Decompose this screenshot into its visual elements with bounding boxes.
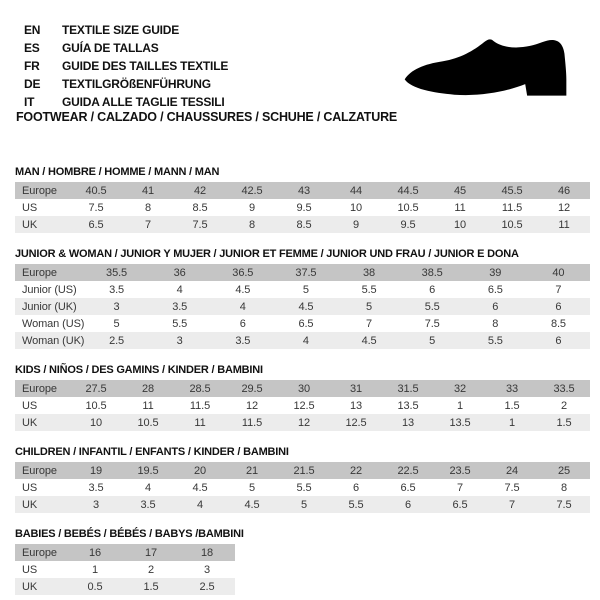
size-value: 7.5: [192, 218, 208, 231]
table-row: [15, 561, 235, 578]
size-value: 10: [89, 416, 103, 429]
size-table: [15, 264, 590, 349]
size-value: 36: [173, 266, 186, 279]
size-value: 1: [456, 399, 464, 412]
size-value: 19.5: [137, 464, 159, 477]
size-table: [15, 380, 590, 431]
language-row-de: [24, 75, 228, 93]
size-value: 40: [552, 266, 565, 279]
size-value: 12.5: [293, 399, 315, 412]
size-value: 11: [194, 416, 206, 429]
size-section: [15, 528, 590, 595]
size-value: 43: [297, 184, 311, 197]
language-label: GUÍA DE TALLAS: [62, 41, 159, 55]
size-value: 17: [144, 546, 158, 559]
row-label: UK: [22, 498, 38, 511]
size-value: 4: [196, 498, 204, 511]
size-value: 4: [176, 283, 183, 296]
section-title: JUNIOR & WOMAN / JUNIOR Y MUJER / JUNIOR ET FEMME / JUNIOR UND FRAU / JUNIOR E DONA: [15, 248, 519, 260]
table-row: [15, 544, 235, 561]
language-code: DE: [24, 77, 41, 91]
section-title: KIDS / NIÑOS / DES GAMINS / KINDER / BAMBINI: [15, 364, 263, 376]
size-value: 2: [147, 563, 155, 576]
row-label: Europe: [22, 184, 57, 197]
table-row: [15, 496, 590, 513]
size-value: 8.5: [192, 201, 208, 214]
size-value: 32: [453, 382, 467, 395]
section-title: MAN / HOMBRE / HOMME / MANN / MAN: [15, 166, 220, 178]
size-value: 3: [176, 334, 183, 347]
row-label: US: [22, 399, 38, 412]
size-value: 5.5: [296, 481, 312, 494]
size-value: 6.5: [400, 481, 416, 494]
size-value: 28: [141, 382, 155, 395]
table-row: [15, 578, 235, 595]
size-value: 2.5: [109, 334, 125, 347]
language-row-es: [24, 39, 228, 57]
size-value: 6: [555, 334, 562, 347]
size-value: 44.5: [397, 184, 419, 197]
language-label: GUIDE DES TAILLES TEXTILE: [62, 59, 229, 73]
size-value: 41: [141, 184, 155, 197]
size-value: 3.5: [88, 481, 104, 494]
table-row: [15, 182, 590, 199]
size-value: 7: [366, 317, 373, 330]
size-value: 35.5: [106, 266, 128, 279]
table-row: [15, 281, 590, 298]
size-value: 39: [489, 266, 502, 279]
size-value: 9: [352, 218, 360, 231]
size-value: 10: [349, 201, 363, 214]
size-value: 4.5: [235, 283, 251, 296]
size-value: 7.5: [424, 317, 440, 330]
size-value: 4: [144, 481, 152, 494]
size-value: 36.5: [232, 266, 254, 279]
size-value: 6: [429, 283, 436, 296]
size-value: 33.5: [553, 382, 575, 395]
size-value: 24: [505, 464, 519, 477]
size-tables: [15, 166, 590, 595]
size-value: 13: [401, 416, 415, 429]
table-row: [15, 479, 590, 496]
table-row: [15, 315, 590, 332]
size-value: 5: [300, 498, 308, 511]
row-label: UK: [22, 218, 38, 231]
size-table: [15, 182, 590, 233]
size-value: 27.5: [85, 382, 107, 395]
size-value: 21.5: [293, 464, 315, 477]
size-value: 19: [89, 464, 103, 477]
size-value: 23.5: [449, 464, 471, 477]
row-label: US: [22, 481, 38, 494]
size-value: 20: [193, 464, 207, 477]
size-table: [15, 462, 590, 513]
size-value: 11.5: [189, 399, 211, 412]
size-value: 45: [453, 184, 467, 197]
language-row-en: [24, 21, 228, 39]
size-value: 2.5: [199, 580, 215, 593]
size-value: 31.5: [397, 382, 419, 395]
row-label: Junior (UK): [22, 300, 77, 313]
table-row: [15, 199, 590, 216]
size-value: 9: [248, 201, 256, 214]
size-value: 7: [555, 283, 562, 296]
size-value: 11: [454, 201, 466, 214]
size-value: 1.5: [143, 580, 159, 593]
table-row: [15, 332, 590, 349]
row-label: US: [22, 201, 38, 214]
size-value: 6.5: [88, 218, 104, 231]
size-section: [15, 364, 590, 431]
size-value: 10.5: [85, 399, 107, 412]
language-label: TEXTILE SIZE GUIDE: [62, 23, 180, 37]
size-value: 12.5: [345, 416, 367, 429]
section-title: CHILDREN / INFANTIL / ENFANTS / KINDER / BAMBINI: [15, 446, 289, 458]
size-value: 11: [142, 399, 154, 412]
size-value: 37.5: [295, 266, 317, 279]
size-section: [15, 166, 590, 233]
size-value: 40.5: [85, 184, 107, 197]
size-value: 9.5: [296, 201, 312, 214]
size-value: 1.5: [556, 416, 572, 429]
size-section: [15, 248, 590, 349]
size-value: 5.5: [348, 498, 364, 511]
size-value: 8: [248, 218, 256, 231]
size-value: 4.5: [192, 481, 208, 494]
size-value: 44: [349, 184, 363, 197]
table-row: [15, 414, 590, 431]
language-row-it: [24, 93, 228, 111]
size-value: 6.5: [298, 317, 314, 330]
size-value: 1.5: [504, 399, 520, 412]
size-value: 11: [558, 218, 570, 231]
size-value: 21: [245, 464, 259, 477]
row-label: Junior (US): [22, 283, 77, 296]
size-value: 3.5: [235, 334, 251, 347]
size-value: 28.5: [189, 382, 211, 395]
size-value: 4: [302, 334, 309, 347]
language-code: IT: [24, 95, 35, 109]
size-value: 9.5: [400, 218, 416, 231]
size-value: 8: [144, 201, 152, 214]
size-value: 3.5: [140, 498, 156, 511]
language-row-fr: [24, 57, 228, 75]
size-value: 38: [363, 266, 376, 279]
size-value: 2: [560, 399, 568, 412]
size-value: 8: [560, 481, 568, 494]
size-value: 10.5: [501, 218, 523, 231]
size-value: 7.5: [504, 481, 520, 494]
language-code: EN: [24, 23, 41, 37]
size-value: 5.5: [487, 334, 503, 347]
size-value: 42: [193, 184, 207, 197]
size-value: 1: [91, 563, 99, 576]
size-value: 6: [555, 300, 562, 313]
size-value: 25: [557, 464, 571, 477]
row-label: Europe: [22, 382, 57, 395]
size-value: 12: [245, 399, 259, 412]
size-value: 33: [505, 382, 519, 395]
size-value: 12: [297, 416, 311, 429]
language-label: GUIDA ALLE TAGLIE TESSILI: [62, 95, 225, 109]
size-value: 10.5: [137, 416, 159, 429]
size-value: 4.5: [244, 498, 260, 511]
table-row: [15, 397, 590, 414]
size-value: 6: [352, 481, 360, 494]
size-value: 5: [429, 334, 436, 347]
size-value: 5.5: [361, 283, 377, 296]
row-label: Europe: [22, 266, 57, 279]
size-value: 1: [508, 416, 516, 429]
language-code: FR: [24, 59, 40, 73]
size-value: 22: [349, 464, 363, 477]
size-section: [15, 446, 590, 513]
size-value: 4.5: [361, 334, 377, 347]
size-value: 22.5: [397, 464, 419, 477]
size-value: 3: [113, 300, 120, 313]
size-value: 4.5: [298, 300, 314, 313]
category-title: FOOTWEAR / CALZADO / CHAUSSURES / SCHUHE / CALZATURE: [16, 110, 398, 124]
table-row: [15, 462, 590, 479]
size-value: 5: [302, 283, 309, 296]
size-value: 3.5: [109, 283, 125, 296]
section-title: BABIES / BEBÉS / BÉBÉS / BABYS /BAMBINI: [15, 528, 244, 540]
size-value: 5.5: [172, 317, 188, 330]
size-value: 6: [404, 498, 412, 511]
row-label: UK: [22, 580, 38, 593]
size-value: 42.5: [241, 184, 263, 197]
table-row: [15, 216, 590, 233]
language-list: [24, 21, 228, 111]
size-value: 0.5: [87, 580, 103, 593]
table-row: [15, 380, 590, 397]
size-value: 31: [349, 382, 363, 395]
size-value: 29.5: [241, 382, 263, 395]
size-value: 7.5: [556, 498, 572, 511]
size-value: 7: [144, 218, 152, 231]
size-value: 6: [492, 300, 499, 313]
size-value: 5: [113, 317, 120, 330]
size-value: 11.5: [241, 416, 263, 429]
size-value: 45.5: [501, 184, 523, 197]
size-value: 3: [92, 498, 100, 511]
size-value: 8.5: [296, 218, 312, 231]
row-label: Woman (US): [22, 317, 85, 330]
size-value: 6: [239, 317, 246, 330]
table-row: [15, 264, 590, 281]
size-value: 7.5: [88, 201, 104, 214]
size-value: 5.5: [424, 300, 440, 313]
size-value: 11.5: [501, 201, 523, 214]
size-value: 8.5: [550, 317, 566, 330]
row-label: Europe: [22, 546, 57, 559]
row-label: Woman (UK): [22, 334, 85, 347]
size-value: 18: [200, 546, 214, 559]
size-value: 4: [239, 300, 246, 313]
size-value: 38.5: [421, 266, 443, 279]
size-value: 12: [557, 201, 571, 214]
dress-shoe-icon: [393, 22, 579, 110]
size-value: 7: [456, 481, 464, 494]
language-label: TEXTILGRÖßENFÜHRUNG: [62, 77, 211, 91]
size-value: 13.5: [397, 399, 419, 412]
size-value: 13.5: [449, 416, 471, 429]
size-value: 16: [88, 546, 102, 559]
row-label: UK: [22, 416, 38, 429]
size-value: 5: [366, 300, 373, 313]
size-value: 6.5: [487, 283, 503, 296]
size-value: 10: [453, 218, 467, 231]
row-label: US: [22, 563, 38, 576]
size-value: 10.5: [397, 201, 419, 214]
row-label: Europe: [22, 464, 57, 477]
size-value: 46: [557, 184, 571, 197]
size-value: 3: [203, 563, 211, 576]
size-value: 7: [508, 498, 516, 511]
size-value: 3.5: [172, 300, 188, 313]
size-value: 5: [248, 481, 256, 494]
size-table: [15, 544, 235, 595]
size-value: 8: [492, 317, 499, 330]
size-value: 13: [349, 399, 363, 412]
size-value: 30: [297, 382, 311, 395]
language-code: ES: [24, 41, 40, 55]
table-row: [15, 298, 590, 315]
size-value: 6.5: [452, 498, 468, 511]
